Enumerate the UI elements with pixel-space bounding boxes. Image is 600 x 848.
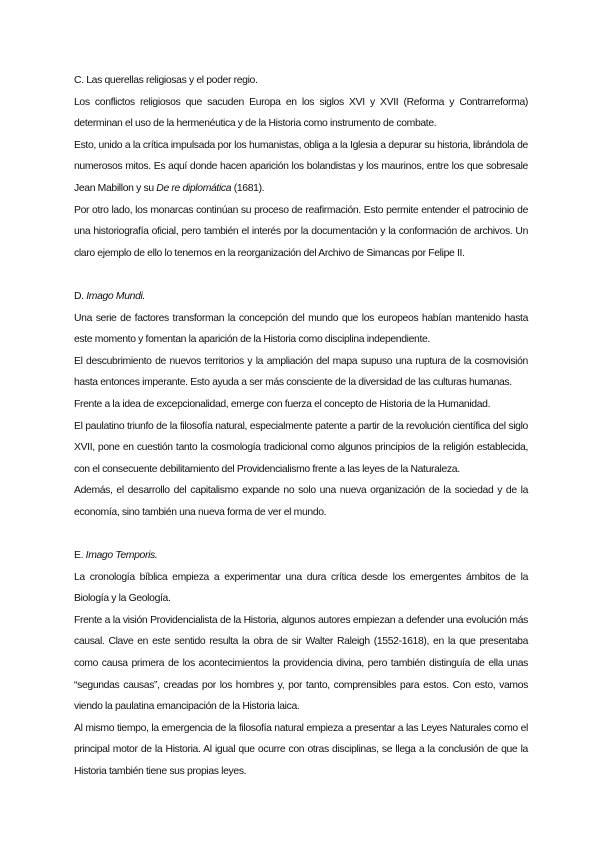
paragraph: La cronología bíblica empieza a experimentar una dura crítica desde los emergentes ámbitos de la Biología y la Geología. — [74, 571, 528, 605]
book-title: De re diplomática — [156, 182, 232, 194]
paragraph: El descubrimiento de nuevos territorios y la ampliación del mapa supuso una ruptura de la cosmovisión hasta entonces imperante. Esto ayuda a ser más consciente de la diversidad de las culturas humanas. — [74, 355, 528, 389]
heading-title: Imago Mundi. — [86, 290, 145, 302]
heading-title: Imago Temporis. — [85, 550, 158, 562]
section-heading — [74, 286, 528, 308]
paragraph — [74, 135, 528, 200]
paragraph: El paulatino triunfo de la filosofía natural, especialmente patente a partir de la revolución científica del siglo XVII, pone en cuestión tanto la cosmología tradicional como algunos principios de la religión establecida, con el consecuente debilitamiento del Providencialismo frente a las leyes de la Naturaleza. — [74, 420, 528, 475]
paragraph: Además, el desarrollo del capitalismo expande no solo una nueva organización de la sociedad y de la economía, sino también una nueva forma de ver el mundo. — [74, 485, 528, 518]
paragraph: Por otro lado, los monarcas continúan su proceso de reafirmación. Esto permite entender el patrocinio de una historiografía oficial, pero también el interés por la documentación y la conformación de archivos. Un claro ejemplo de ello lo tenemos en la reorganización del Archivo de Simancas por Felipe II. — [74, 204, 528, 259]
section-heading: C. Las querellas religiosas y el poder regio. — [74, 75, 258, 86]
paragraph-text: (1681). — [231, 182, 265, 194]
section-heading — [74, 545, 528, 567]
section-d — [74, 286, 528, 524]
paragraph: Frente a la visión Providencialista de la Historia, algunos autores empiezan a defender una evolución más causal. Clave en este sentido resulta la obra de sir Walter Raleigh (1552-1618), en la que presentaba como causa primera de los acontecimientos la providencia divina, pero también distinguía de ella unas “segundas causas”, creadas por los hombres y, por tanto, comprensibles para estos. Con esto, vamos viendo la paulatina emancipación de la Historia laica. — [74, 614, 528, 713]
paragraph: Al mismo tiempo, la emergencia de la filosofía natural empieza a presentar a las Leyes Naturales como el principal motor de la Historia. Al igual que ocurre con otras disciplinas, se llega a la conclusión de que la Historia también tiene sus propias leyes. — [74, 722, 528, 777]
heading-prefix: D. — [74, 290, 87, 302]
paragraph: Una serie de factores transforman la concepción del mundo que los europeos habían mantenido hasta este momento y fomentan la aparición de la Historia como disciplina independiente. — [74, 312, 528, 346]
section-c — [74, 70, 528, 264]
paragraph-text: Esto, unido a la crítica impulsada por los humanistas, obliga a la Iglesia a depurar su historia, librándola de numerosos mitos. Es aquí donde hacen aparición los bolandistas y los maurinos, entre los que sobresale Jean Mabillon y su — [74, 139, 528, 194]
document-page — [74, 70, 528, 783]
paragraph: Los conflictos religiosos que sacuden Europa en los siglos XVI y XVII (Reforma y Contrarreforma) determinan el uso de la hermenéutica y de la Historia como instrumento de combate. — [74, 96, 528, 130]
paragraph: Frente a la idea de excepcionalidad, emerge con fuerza el concepto de Historia de la Humanidad. — [74, 398, 491, 410]
section-e — [74, 545, 528, 783]
heading-prefix: E. — [74, 550, 86, 562]
